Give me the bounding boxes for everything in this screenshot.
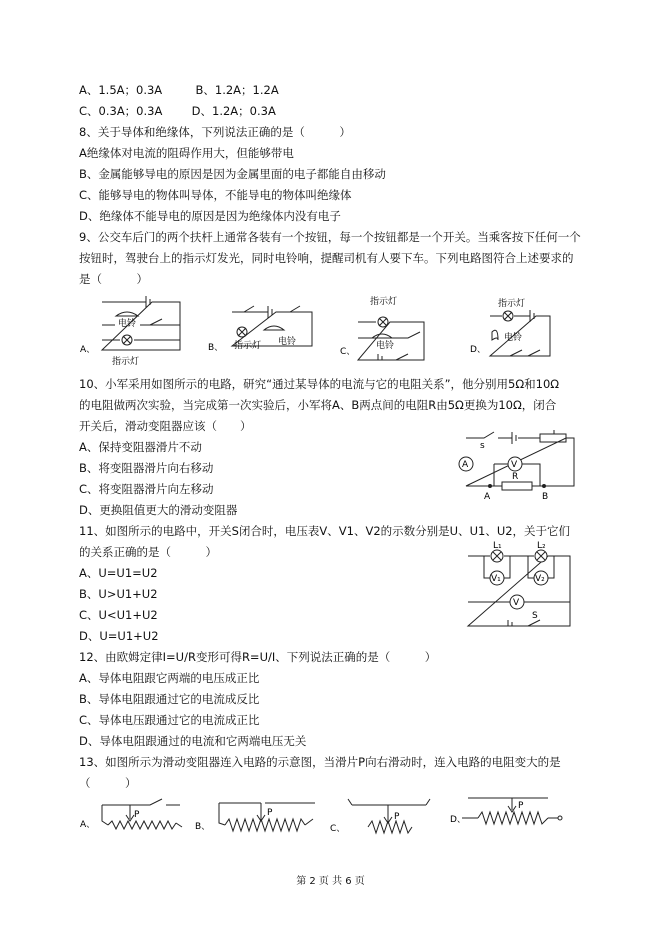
- q10-option-d: D、更换阻值更大的滑动变阻器: [79, 503, 238, 517]
- q9-b-bell-label: 电铃: [278, 337, 297, 347]
- q9-figure-c: [338, 292, 438, 370]
- q13-label-d: D、: [450, 815, 466, 825]
- q13-stem-line1: 13、如图所示为滑动变阻器连入电路的示意图，当滑片P向右滑动时，连入电路的电阻变大的是: [79, 755, 561, 769]
- q13-rheostat-a: [80, 795, 190, 840]
- q9-label-d: D、: [470, 345, 486, 355]
- q9-c-lamp-label: 指示灯: [370, 297, 398, 307]
- q8-option-c: C、能够导电的物体叫导体，不能导电的物体叫绝缘体: [79, 188, 352, 202]
- q13-figure-b: [195, 795, 325, 840]
- q9-stem-line2: 按钮时，驾驶台上的指示灯发光，同时电铃响，提醒司机有人要下车。下列电路图符合上述要求的: [79, 251, 574, 265]
- q8-option-b: B、金属能够导电的原因是因为金属里面的电子都能自由移动: [79, 167, 386, 181]
- q13-rheostat-b: [195, 795, 325, 840]
- q12-option-d: D、导体电阻跟通过的电流和它两端电压无关: [79, 734, 307, 748]
- q11-figure: [460, 540, 580, 635]
- q10-stem-line3: 开关后，滑动变阻器应该（ ）: [79, 419, 252, 433]
- q13-c-slider-label: P: [394, 812, 400, 822]
- q8-option-a: A绝缘体对电流的阻碍作用大，但能够带电: [79, 146, 294, 160]
- q11-l1-label: L₁: [493, 541, 502, 551]
- q10-circuit: [450, 428, 580, 503]
- q10-option-a: A、保持变阻器滑片不动: [79, 440, 202, 454]
- q12-option-a: A、导体电阻跟它两端的电压成正比: [79, 671, 260, 685]
- q8-stem: 8、关于导体和绝缘体，下列说法正确的是（ ）: [79, 125, 351, 139]
- q9-circuit-b: [208, 300, 328, 360]
- q13-label-b: B、: [195, 822, 211, 832]
- q13-label-a: A、: [80, 820, 96, 830]
- q10-stem-line1: 10、小军采用如图所示的电路，研究“通过某导体的电流与它的电阻关系”，他分别用5Ω和10Ω: [79, 377, 560, 391]
- q11-option-c: C、U<U1+U2: [79, 608, 158, 622]
- q9-label-a: A、: [80, 345, 96, 355]
- q13-figure-d: [448, 790, 568, 835]
- q9-circuit-d: [470, 296, 560, 366]
- q11-option-b: B、U>U1+U2: [79, 587, 158, 601]
- q7-options-row2: [79, 103, 276, 119]
- q9-circuit-a: [80, 290, 190, 370]
- q12-option-b: B、导体电阻跟通过它的电流成反比: [79, 692, 260, 706]
- q10-option-b: B、将变阻器滑片向右移动: [79, 461, 214, 475]
- q11-l2-label: L₂: [537, 541, 546, 551]
- q9-label-b: B、: [208, 343, 224, 353]
- q7-option-d: D、1.2A；0.3A: [191, 104, 276, 118]
- q11-v-label: V: [513, 598, 520, 608]
- q11-v2-label: V₂: [535, 574, 545, 584]
- q8-option-d: D、绝缘体不能导电的原因是因为绝缘体内没有电子: [79, 209, 341, 223]
- q13-b-slider-label: P: [267, 808, 273, 818]
- q9-circuit-c: [338, 292, 438, 370]
- q9-figure-a: [80, 290, 190, 370]
- q13-a-slider-label: P: [134, 810, 140, 820]
- q11-v1-label: V₁: [491, 574, 501, 584]
- q11-option-d: D、U=U1+U2: [79, 629, 159, 643]
- q11-option-a: A、U=U1=U2: [79, 566, 158, 580]
- q9-a-lamp-label: 指示灯: [112, 357, 140, 367]
- q10-ammeter-label: A: [462, 460, 469, 470]
- q11-stem-line2: 的关系正确的是（ ）: [79, 545, 217, 559]
- q10-point-a-label: A: [484, 492, 491, 502]
- q10-figure: [450, 428, 580, 503]
- q9-a-bell-label: 电铃: [118, 319, 137, 329]
- q10-voltmeter-label: V: [511, 460, 518, 470]
- q10-resistor-label: R: [512, 472, 519, 482]
- q9-label-c: C、: [340, 347, 356, 357]
- q7-option-b: B、1.2A；1.2A: [195, 83, 279, 97]
- q10-switch-label: s: [480, 441, 485, 451]
- q9-figure-d: [470, 296, 560, 366]
- q9-figure-b: [208, 300, 328, 360]
- q13-figure-a: [80, 795, 190, 840]
- q11-circuit: [460, 540, 580, 635]
- q9-d-lamp-label: 指示灯: [498, 299, 526, 309]
- q12-stem: 12、由欧姆定律I=U/R变形可得R=U/I、下列说法正确的是（ ）: [79, 650, 437, 664]
- q9-stem-line1: 9、公交车后门的两个扶杆上通常各装有一个按钮，每一个按钮都是一个开关。当乘客按下任何一个: [79, 230, 581, 244]
- page-footer: 第 2 页 共 6 页: [296, 876, 365, 887]
- q7-option-a: A、1.5A；0.3A: [79, 83, 163, 97]
- q13-d-slider-label: P: [518, 801, 524, 811]
- q10-option-c: C、将变阻器滑片向左移动: [79, 482, 214, 496]
- q9-d-bell-label: 电铃: [504, 333, 523, 343]
- q13-label-c: C、: [330, 824, 346, 834]
- q9-stem-line3: 是（ ）: [79, 272, 148, 286]
- q13-rheostat-d: [448, 790, 568, 835]
- q9-b-lamp-label: 指示灯: [234, 341, 262, 351]
- q13-stem-line2: （ ）: [79, 776, 137, 790]
- q10-stem-line2: 的电阻做两次实验，当完成第一次实验后，小军将A、B两点间的电阻R由5Ω更换为10Ω，闭合: [79, 398, 557, 412]
- q13-rheostat-c: [330, 795, 440, 840]
- q13-figure-c: [330, 795, 440, 840]
- q9-c-bell-label: 电铃: [376, 341, 395, 351]
- q7-option-c: C、0.3A；0.3A: [79, 104, 163, 118]
- q11-stem-line1: 11、如图所示的电路中，开关S闭合时，电压表V、V1、V2的示数分别是U、U1、U2，关于它们: [79, 524, 571, 538]
- q11-switch-label: S: [532, 611, 538, 621]
- q7-options-row1: [79, 82, 279, 98]
- q10-point-b-label: B: [542, 492, 549, 502]
- q12-option-c: C、导体电压跟通过它的电流成正比: [79, 713, 260, 727]
